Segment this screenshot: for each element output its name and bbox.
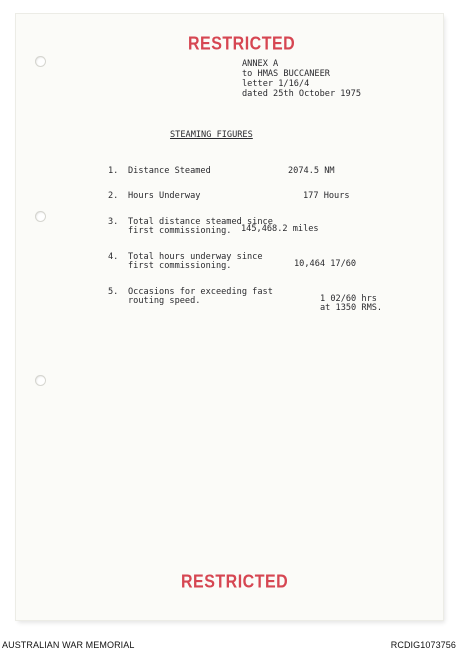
punch-hole bbox=[35, 375, 46, 386]
punch-hole bbox=[35, 56, 46, 67]
item-value: 177 Hours bbox=[303, 191, 350, 201]
item-label: Total distance steamed since bbox=[128, 217, 273, 227]
item-number: 2. bbox=[108, 191, 119, 201]
annex-line: letter 1/16/4 bbox=[242, 79, 310, 89]
annex-line: ANNEX A bbox=[242, 59, 279, 69]
item-value: 10,464 17/60 bbox=[294, 259, 357, 269]
item-number: 5. bbox=[108, 287, 119, 297]
item-number: 1. bbox=[108, 166, 119, 176]
item-label: first commissioning. bbox=[128, 226, 232, 236]
footer-id: RCDIG1073756 bbox=[390, 640, 456, 650]
footer-credit: AUSTRALIAN WAR MEMORIAL bbox=[2, 640, 135, 650]
item-number: 3. bbox=[108, 217, 119, 227]
item-value: 145,468.2 miles bbox=[241, 224, 319, 234]
document-page bbox=[16, 14, 443, 620]
item-label: Occasions for exceeding fast bbox=[128, 287, 273, 297]
annex-line: dated 25th October 1975 bbox=[242, 89, 361, 99]
item-value: at 1350 RMS. bbox=[320, 303, 383, 313]
document-heading: STEAMING FIGURES bbox=[170, 130, 253, 140]
punch-hole bbox=[35, 211, 46, 222]
restricted-stamp-bottom: RESTRICTED bbox=[181, 572, 289, 593]
item-number: 4. bbox=[108, 252, 119, 262]
item-label: Hours Underway bbox=[128, 191, 201, 201]
item-label: routing speed. bbox=[128, 296, 201, 306]
restricted-stamp-top: RESTRICTED bbox=[188, 34, 296, 55]
item-label: Distance Steamed bbox=[128, 166, 211, 176]
annex-line: to HMAS BUCCANEER bbox=[242, 69, 330, 79]
item-value: 2074.5 NM bbox=[288, 166, 335, 176]
item-value: 1 02/60 hrs bbox=[320, 294, 377, 304]
item-label: Total hours underway since bbox=[128, 252, 263, 262]
item-label: first commissioning. bbox=[128, 261, 232, 271]
